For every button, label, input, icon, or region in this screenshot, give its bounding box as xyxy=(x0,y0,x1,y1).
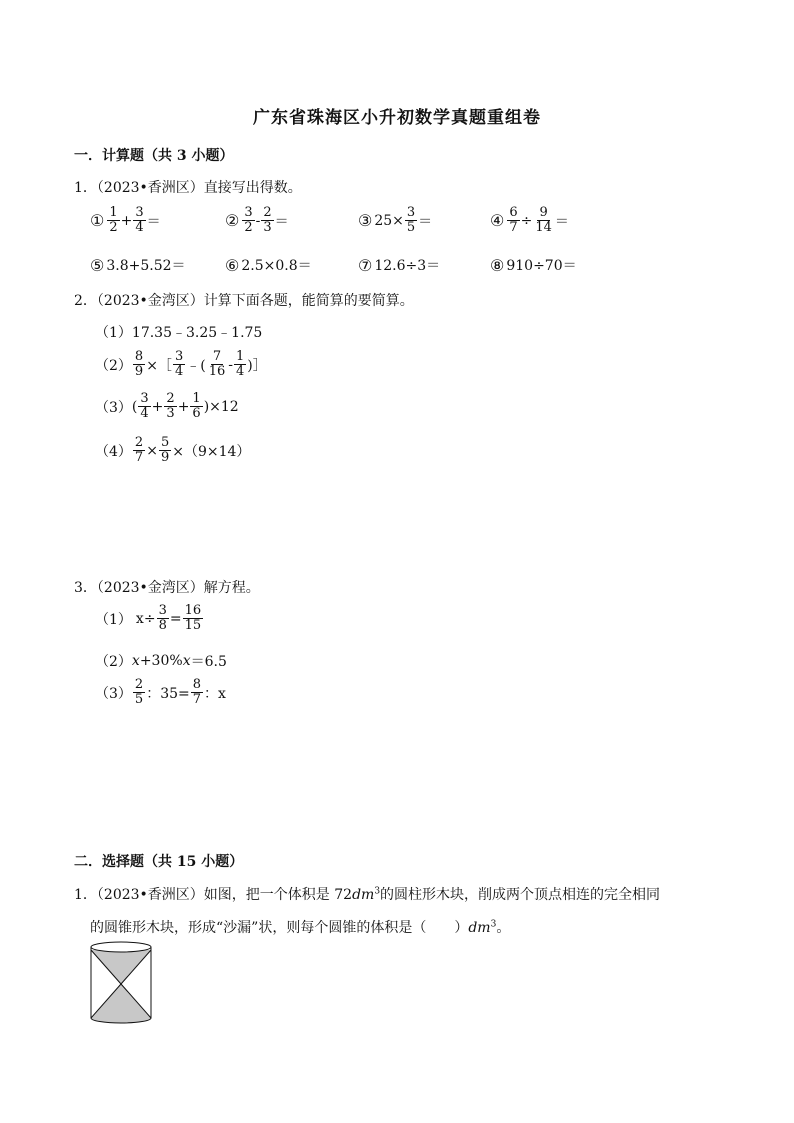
top-cone-shape xyxy=(91,950,151,984)
item-marker: ⑦ xyxy=(358,255,373,275)
equals-sign: ＝ xyxy=(554,213,569,230)
part-label: （2） xyxy=(95,357,132,374)
part-label: （4） xyxy=(95,443,132,460)
q3-part-3 xyxy=(95,678,226,707)
cylinder-top-ellipse xyxy=(91,942,151,952)
expression-text: 3.8+5.52＝ xyxy=(106,258,186,274)
expression-text: +30% xyxy=(139,653,183,669)
fraction: $\frac{2}{7}$ xyxy=(134,435,144,465)
fraction: $\frac{3}{5}$ xyxy=(406,205,416,235)
fraction: $\frac{8}{9}$ xyxy=(134,349,144,379)
fraction: $\frac{3}{2}$ xyxy=(244,205,253,235)
q3-part-1 xyxy=(95,604,204,633)
part-label: （3） xyxy=(95,685,132,702)
operator: - xyxy=(255,212,261,229)
fraction: $\frac{3}{8}$ xyxy=(158,603,167,633)
expression-text: ×（9×14） xyxy=(172,443,251,460)
part-label: （2） xyxy=(95,654,132,670)
expression-text: ＝6.5 xyxy=(190,654,227,670)
bottom-cone-shape xyxy=(91,984,151,1018)
equals-sign: ＝ xyxy=(146,213,161,230)
part-label: （3） xyxy=(95,399,132,416)
operator: ÷ xyxy=(520,212,533,229)
fraction: $\frac{8}{7}$ xyxy=(192,677,202,707)
expression-text: × xyxy=(146,442,158,459)
question-text: 的圆柱形木块，削成两个顶点相连的完全相同 xyxy=(380,887,661,903)
expression-text: )］ xyxy=(247,357,267,374)
equals-sign: ＝ xyxy=(274,213,289,230)
page-title: 广东省珠海区小升初数学真题重组卷 xyxy=(253,108,541,128)
fraction: $\frac{6}{7}$ xyxy=(509,205,518,235)
variable: x xyxy=(131,653,140,669)
part-label: （1） xyxy=(95,611,132,628)
expression-text: ﹣( xyxy=(186,357,206,374)
expression-text: 25× xyxy=(374,212,404,229)
fraction: $\frac{2}{3}$ xyxy=(166,391,175,421)
fraction: $\frac{3}{4}$ xyxy=(135,205,144,235)
expression-text: x÷ xyxy=(135,610,156,627)
q2-part-4 xyxy=(95,436,250,465)
fraction: $\frac{5}{9}$ xyxy=(160,435,170,465)
fraction: $\frac{1}{6}$ xyxy=(192,391,201,421)
q1-item-6 xyxy=(225,255,312,275)
fraction: $\frac{1}{2}$ xyxy=(109,205,118,235)
fraction: $\frac{7}{16}$ xyxy=(208,349,226,379)
q1-item-4 xyxy=(490,206,569,235)
question-text: 的圆锥形木块，形成“沙漏”状，则每个圆锥的体积是（ ） xyxy=(90,920,469,936)
q1-item-7 xyxy=(358,255,440,275)
expression-text: 910÷70＝ xyxy=(506,258,577,274)
q2-part-1 xyxy=(95,322,262,342)
q2-part-2 xyxy=(95,350,267,379)
fraction: $\frac{1}{4}$ xyxy=(235,349,245,379)
q1-item-3 xyxy=(358,206,432,235)
question-text: 。 xyxy=(496,920,511,936)
unit: dm xyxy=(468,920,491,936)
part-label: （1） xyxy=(95,325,132,341)
unit-exponent: 3 xyxy=(374,886,381,897)
q1-item-8 xyxy=(490,255,577,275)
q1-item-1 xyxy=(90,206,161,235)
expression-text: ：35= xyxy=(146,685,190,702)
expression-text: 17.35﹣3.25﹣1.75 xyxy=(131,325,263,341)
expression-text: )×12 xyxy=(203,398,239,415)
question-1-stem: 1．（2023•香洲区）直接写出得数。 xyxy=(74,180,302,196)
expression-text: 2.5×0.8＝ xyxy=(241,258,312,274)
item-marker: ⑤ xyxy=(90,255,105,275)
unit-exponent: 3 xyxy=(490,919,497,930)
fraction: $\frac{2}{3}$ xyxy=(263,205,272,235)
item-marker: ⑧ xyxy=(490,255,505,275)
expression-text: 12.6÷3＝ xyxy=(374,258,441,274)
fraction: $\frac{2}{5}$ xyxy=(134,677,144,707)
expression-text: ( xyxy=(131,398,138,415)
fraction: $\frac{3}{4}$ xyxy=(174,349,184,379)
expression-text: - xyxy=(228,356,233,373)
unit: dm xyxy=(352,887,375,903)
variable: x xyxy=(182,653,191,669)
item-marker: ② xyxy=(225,211,240,230)
q3-part-2 xyxy=(95,651,227,671)
equals-sign: ＝ xyxy=(418,213,433,230)
item-marker: ④ xyxy=(490,211,505,230)
mc1-line-2 xyxy=(90,917,510,937)
fraction: $\frac{16}{15}$ xyxy=(184,603,202,633)
section-heading-2: 二．选择题（共 15 小题） xyxy=(74,854,244,870)
hourglass-cylinder-figure xyxy=(88,938,154,1026)
q2-part-3 xyxy=(95,392,239,421)
expression-text: + xyxy=(151,398,164,415)
expression-text: = xyxy=(169,610,182,627)
section-heading-1: 一．计算题（共 3 小题） xyxy=(74,148,234,164)
q1-item-2 xyxy=(225,206,289,235)
item-marker: ⑥ xyxy=(225,255,240,275)
expression-text: ：x xyxy=(204,685,226,702)
operator: + xyxy=(120,212,133,229)
cylinder-bottom-arc xyxy=(91,1018,151,1023)
question-3-stem: 3．（2023•金湾区）解方程。 xyxy=(74,580,260,596)
fraction: $\frac{3}{4}$ xyxy=(140,391,149,421)
expression-text: ×［ xyxy=(146,357,172,374)
item-marker: ① xyxy=(90,211,105,230)
item-marker: ③ xyxy=(358,211,373,230)
q1-item-5 xyxy=(90,255,186,275)
mc1-line-1 xyxy=(74,884,660,904)
fraction: $\frac{9}{14}$ xyxy=(535,205,552,235)
question-text: 1．（2023•香洲区）如图，把一个体积是 72 xyxy=(74,887,353,903)
question-2-stem: 2．（2023•金湾区）计算下面各题，能简算的要简算。 xyxy=(74,293,414,309)
expression-text: + xyxy=(177,398,190,415)
